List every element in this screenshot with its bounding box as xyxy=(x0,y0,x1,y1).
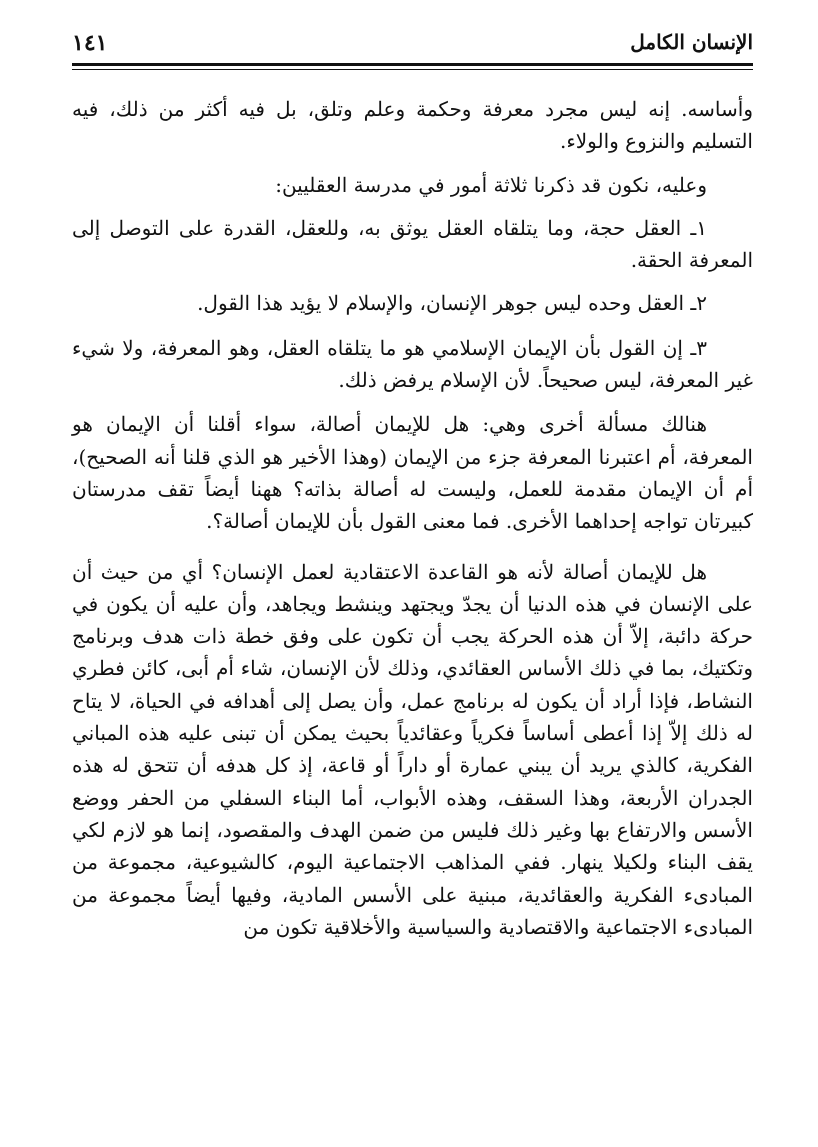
paragraph-intro-list: وعليه، نكون قد ذكرنا ثلاثة أمور في مدرسة العقليين: xyxy=(275,172,707,197)
header-rule-thin xyxy=(72,69,753,70)
page-header xyxy=(72,26,753,60)
list-item-3: ٣ـ إن القول بأن الإيمان الإسلامي هو ما يتلقاه العقل، وهو المعرفة، ولا شيء غير المعرفة، ليس صحيحاً. لأن الإسلام يرفض ذلك. xyxy=(72,335,753,393)
paragraph-continuation: وأساسه. إنه ليس مجرد معرفة وحكمة وعلم وتلق، بل فيه أكثر من ذلك، فيه التسليم والنزوع والولاء. xyxy=(72,97,753,154)
list-item-2: ٢ـ العقل وحده ليس جوهر الإنسان، والإسلام لا يؤيد هذا القول. xyxy=(197,291,707,316)
running-title: الإنسان الكامل xyxy=(630,30,753,54)
body-text xyxy=(72,93,753,943)
header-rule-thick xyxy=(72,63,753,66)
list-item-1: ١ـ العقل حجة، وما يتلقاه العقل يوثق به، وللعقل، القدرة على التوصل إلى المعرفة الحقة. xyxy=(72,215,753,273)
paragraph-discussion: هل للإيمان أصالة لأنه هو القاعدة الاعتقادية لعمل الإنسان؟ أي من حيث أن على الإنسان في هذه الدنيا أن يجدّ ويجتهد وينشط ويجاهد، وأن عليه أن يكون في حركة دائبة، إلاّ أن هذه الحركة يجب أن تكون على وفق خطة ذات هدف وبرنامج وتكتيك، بما في ذلك الأساس العقائدي، وذلك لأن الإنسان، شاء أم أبى، كائن فطري النشاط، فإذا أراد أن يكون له برنامج عمل، وأن يصل إلى أهدافه في الحياة، لا يتاح له ذلك إلاّ إذا أعطى أساساً فكرياً وعقائدياً بحيث يمكن أن تبنى عليه هذه المباني الفكرية، كالذي يريد أن يبني عمارة أو داراً أو قاعة، إذ كل هدفه أن تتحق له هذه الجدران الأربعة، وهذا السقف، وهذه الأبواب، أما البناء السفلي من الحفر ووضع الأسس والارتفاع بها وغير ذلك فليس من ضمن الهدف والمقصود، إنما هو لازم لكي يقف البناء ولكيلا ينهار. ففي المذاهب الاجتماعية اليوم، كالشيوعية، مجموعة من المبادىء الفكرية والعقائدية، مبنية على الأسس المادية، وفيها أيضاً مجموعة من المبادىء الاجتماعية والاقتصادية والسياسية والأخلاقية تكون من xyxy=(72,559,753,939)
page-number: ١٤١ xyxy=(72,30,108,56)
paragraph-question: هنالك مسألة أخرى وهي: هل للإيمان أصالة، سواء أقلنا أن الإيمان هو المعرفة، أم اعتبرنا المعرفة جزء من الإيمان (وهذا الأخير هو الذي قلنا أنه الصحيح)، أم أن الإيمان مقدمة للعمل، وليست له أصالة بذاته؟ ههنا أيضاً تقف مدرستان كبيرتان تواجه إحداهما الأخرى. فما معنى القول بأن للإيمان أصالة؟. xyxy=(72,412,753,534)
